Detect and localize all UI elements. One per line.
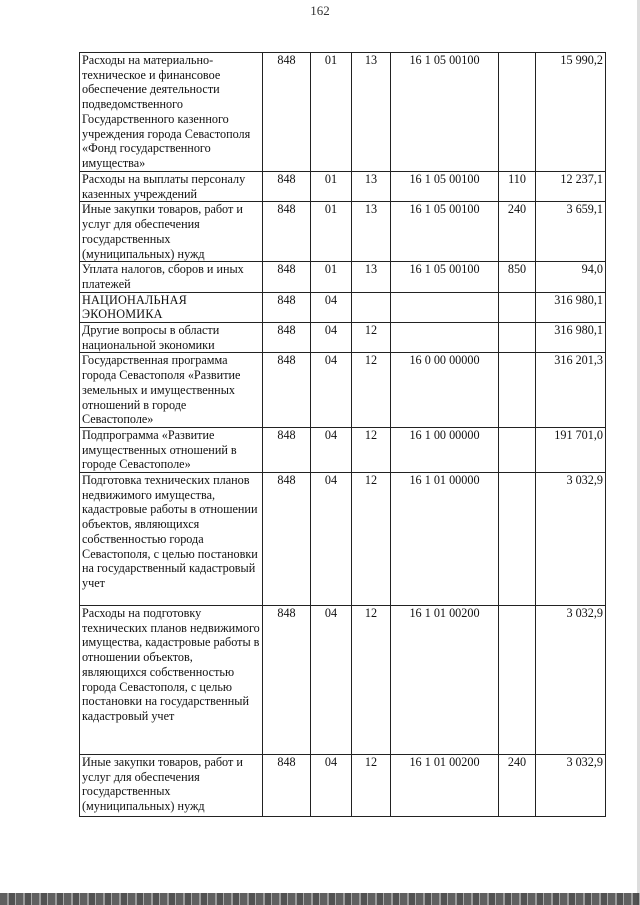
row-subsection: 13 bbox=[352, 202, 391, 262]
row-subsection: 13 bbox=[352, 172, 391, 202]
row-target-article: 16 0 00 00000 bbox=[391, 353, 499, 428]
row-section: 01 bbox=[311, 172, 352, 202]
row-subsection: 13 bbox=[352, 53, 391, 172]
row-amount: 3 032,9 bbox=[536, 606, 606, 755]
row-amount: 3 659,1 bbox=[536, 202, 606, 262]
row-ministry-code: 848 bbox=[263, 606, 311, 755]
row-expense-type bbox=[499, 353, 536, 428]
row-amount: 316 201,3 bbox=[536, 353, 606, 428]
row-name: Расходы на материально-техническое и финансовое обеспечение деятельности подведомственного Государственного казенного учреждения города Севастополя «Фонд государственного имущества» bbox=[80, 53, 263, 172]
table-row bbox=[80, 323, 606, 353]
row-ministry-code: 848 bbox=[263, 427, 311, 472]
row-section: 04 bbox=[311, 755, 352, 817]
table-row bbox=[80, 172, 606, 202]
row-target-article: 16 1 01 00200 bbox=[391, 755, 499, 817]
row-amount: 316 980,1 bbox=[536, 292, 606, 322]
table-row bbox=[80, 606, 606, 755]
table-row bbox=[80, 473, 606, 606]
row-target-article: 16 1 05 00100 bbox=[391, 202, 499, 262]
scan-edge-bottom bbox=[0, 893, 640, 905]
row-target-article: 16 1 05 00100 bbox=[391, 53, 499, 172]
row-name: Расходы на подготовку технических планов недвижимого имущества, кадастровые работы в отношении объектов, являющихся собственностью города Севастополя, с целью постановки на государственный кадастровый учет bbox=[80, 606, 263, 755]
row-target-article: 16 1 01 00000 bbox=[391, 473, 499, 606]
row-section: 01 bbox=[311, 202, 352, 262]
row-subsection: 12 bbox=[352, 606, 391, 755]
row-section: 01 bbox=[311, 262, 352, 292]
row-amount: 191 701,0 bbox=[536, 427, 606, 472]
row-target-article: 16 1 05 00100 bbox=[391, 262, 499, 292]
table-row bbox=[80, 353, 606, 428]
row-subsection bbox=[352, 292, 391, 322]
row-target-article bbox=[391, 292, 499, 322]
table-row bbox=[80, 262, 606, 292]
row-section: 04 bbox=[311, 606, 352, 755]
row-target-article: 16 1 05 00100 bbox=[391, 172, 499, 202]
row-amount: 3 032,9 bbox=[536, 755, 606, 817]
row-name: Уплата налогов, сборов и иных платежей bbox=[80, 262, 263, 292]
row-section: 04 bbox=[311, 473, 352, 606]
row-amount: 316 980,1 bbox=[536, 323, 606, 353]
row-name: Другие вопросы в области национальной экономики bbox=[80, 323, 263, 353]
row-name: Иные закупки товаров, работ и услуг для обеспечения государственных (муниципальных) нужд bbox=[80, 755, 263, 817]
page-number: 162 bbox=[310, 3, 330, 18]
row-section: 01 bbox=[311, 53, 352, 172]
table-row bbox=[80, 202, 606, 262]
row-ministry-code: 848 bbox=[263, 755, 311, 817]
row-target-article: 16 1 01 00200 bbox=[391, 606, 499, 755]
row-subsection: 13 bbox=[352, 262, 391, 292]
row-amount: 15 990,2 bbox=[536, 53, 606, 172]
table-row bbox=[80, 292, 606, 322]
row-ministry-code: 848 bbox=[263, 202, 311, 262]
row-amount: 12 237,1 bbox=[536, 172, 606, 202]
row-name: Иные закупки товаров, работ и услуг для обеспечения государственных (муниципальных) нужд bbox=[80, 202, 263, 262]
row-name: Государственная программа города Севастополя «Развитие земельных и имущественных отношений в городе Севастополе» bbox=[80, 353, 263, 428]
row-expense-type: 110 bbox=[499, 172, 536, 202]
row-name: Подпрограмма «Развитие имущественных отношений в городе Севастополе» bbox=[80, 427, 263, 472]
row-ministry-code: 848 bbox=[263, 262, 311, 292]
table-row bbox=[80, 755, 606, 817]
row-section: 04 bbox=[311, 427, 352, 472]
row-ministry-code: 848 bbox=[263, 473, 311, 606]
row-subsection: 12 bbox=[352, 353, 391, 428]
row-name: Расходы на выплаты персоналу казенных учреждений bbox=[80, 172, 263, 202]
budget-table bbox=[79, 52, 606, 817]
row-subsection: 12 bbox=[352, 473, 391, 606]
table-row bbox=[80, 53, 606, 172]
row-target-article: 16 1 00 00000 bbox=[391, 427, 499, 472]
row-subsection: 12 bbox=[352, 323, 391, 353]
row-amount: 3 032,9 bbox=[536, 473, 606, 606]
row-expense-type bbox=[499, 292, 536, 322]
row-expense-type: 240 bbox=[499, 755, 536, 817]
row-expense-type: 850 bbox=[499, 262, 536, 292]
row-amount: 94,0 bbox=[536, 262, 606, 292]
row-section: 04 bbox=[311, 323, 352, 353]
row-subsection: 12 bbox=[352, 755, 391, 817]
row-ministry-code: 848 bbox=[263, 53, 311, 172]
row-expense-type bbox=[499, 323, 536, 353]
table-row bbox=[80, 427, 606, 472]
row-name: Подготовка технических планов недвижимого имущества, кадастровые работы в отношении объектов, являющихся собственностью города Севастополя, с целью постановки на государственный кадастровый учет bbox=[80, 473, 263, 606]
row-section: 04 bbox=[311, 292, 352, 322]
row-target-article bbox=[391, 323, 499, 353]
row-subsection: 12 bbox=[352, 427, 391, 472]
row-expense-type bbox=[499, 427, 536, 472]
row-expense-type bbox=[499, 53, 536, 172]
row-ministry-code: 848 bbox=[263, 323, 311, 353]
row-expense-type bbox=[499, 606, 536, 755]
row-expense-type: 240 bbox=[499, 202, 536, 262]
row-ministry-code: 848 bbox=[263, 172, 311, 202]
row-name: НАЦИОНАЛЬНАЯ ЭКОНОМИКА bbox=[80, 292, 263, 322]
row-ministry-code: 848 bbox=[263, 353, 311, 428]
row-section: 04 bbox=[311, 353, 352, 428]
row-ministry-code: 848 bbox=[263, 292, 311, 322]
row-expense-type bbox=[499, 473, 536, 606]
